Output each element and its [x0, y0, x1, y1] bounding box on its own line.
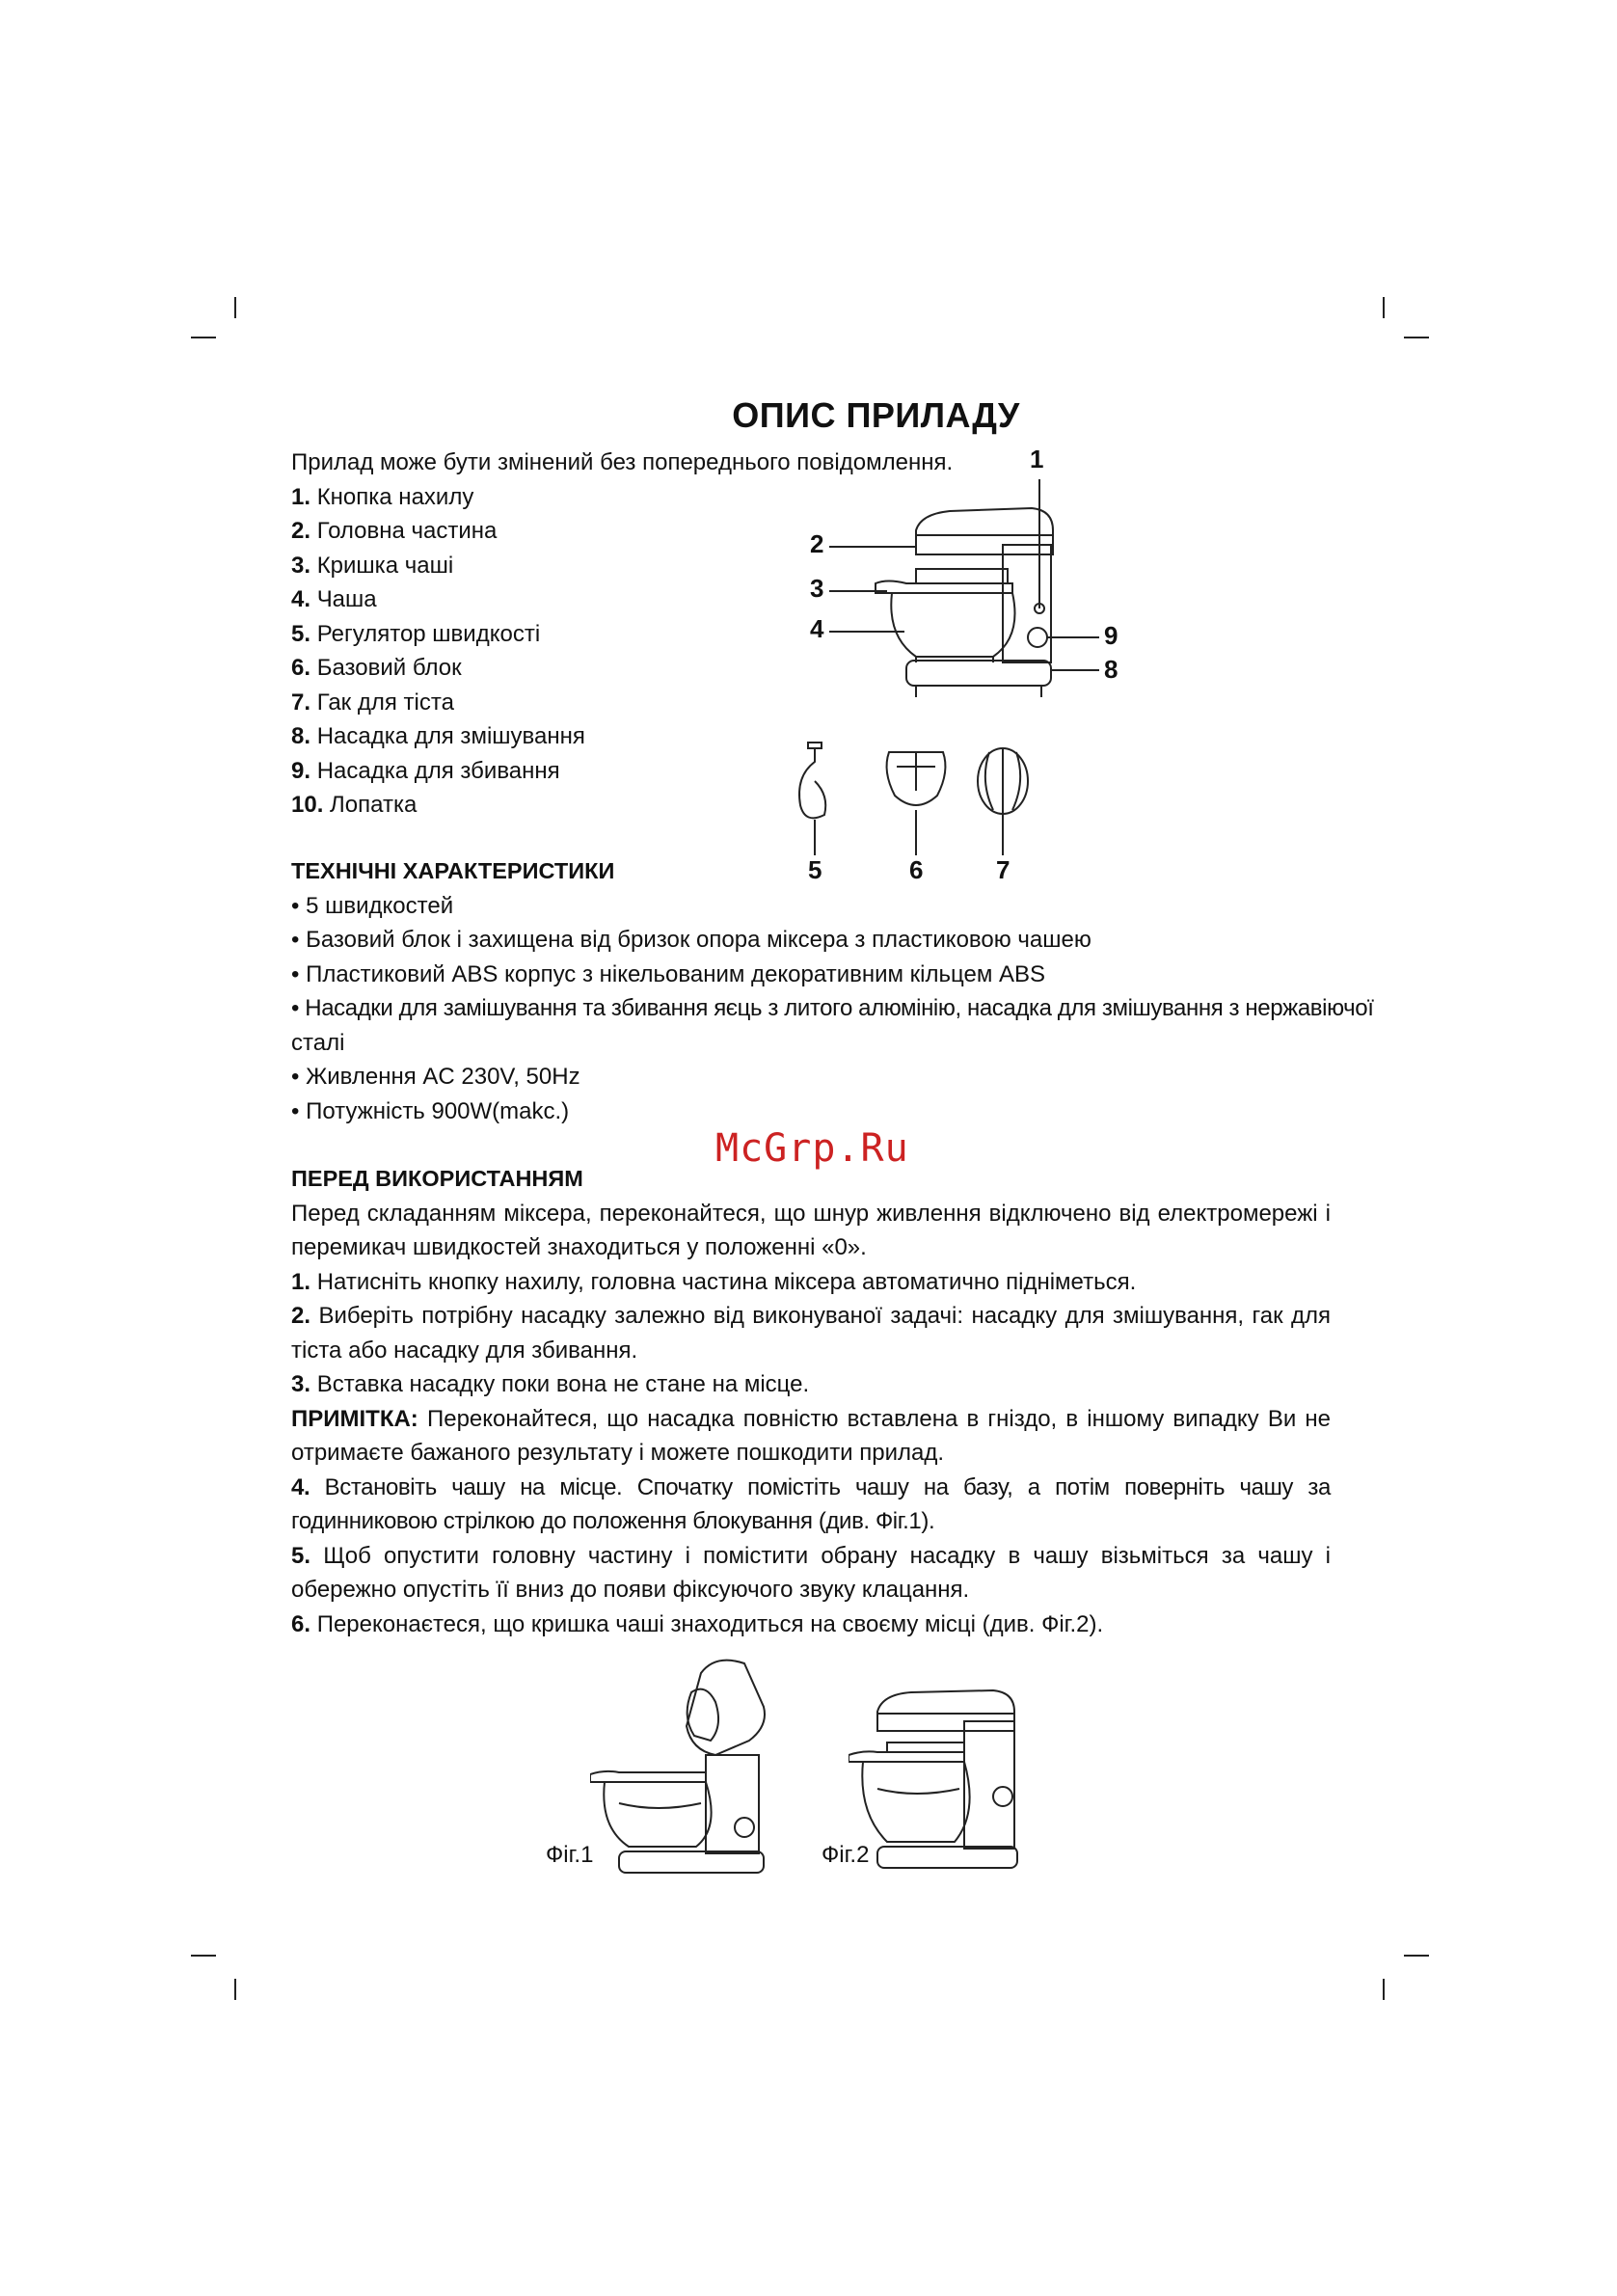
- crop-mark: [1383, 1979, 1385, 2000]
- list-item: 8. Насадка для змішування: [291, 723, 585, 749]
- before-use-intro: Перед складанням міксера, переконайтеся, що шнур живлення відключено від електромережі і перемикач швидкостей знаходиться у положенні «0».: [291, 1200, 1331, 1260]
- list-item: 3. Кришка чаші: [291, 552, 454, 579]
- crop-mark: [191, 337, 216, 338]
- list-item: 7. Гак для тіста: [291, 689, 454, 716]
- figure-1-caption: Фіг.1: [546, 1842, 594, 1868]
- diagram-label-8: 8: [1104, 655, 1118, 684]
- spec-item: • Потужність 900W(makc.): [291, 1097, 570, 1124]
- specs-section: [291, 854, 1373, 1128]
- crop-mark: [1404, 337, 1429, 338]
- mixer-parts-diagram: [771, 439, 1118, 892]
- crop-mark: [1383, 297, 1385, 318]
- list-item: 6. Базовий блок: [291, 655, 462, 681]
- spec-item: сталі: [291, 1029, 345, 1056]
- list-item: 4. Чаша: [291, 586, 377, 612]
- figure-2-image: [849, 1683, 1041, 1876]
- spec-item: • 5 швидкостей: [291, 892, 454, 919]
- diagram-label-2: 2: [810, 529, 824, 558]
- step-5: 5. Щоб опустити головну частину і помістити обрану насадку в чашу візьміться за чашу і обережно опустіть її вниз до появи фіксуючого звуку клацання.: [291, 1542, 1332, 1603]
- list-item: 5. Регулятор швидкості: [291, 620, 541, 647]
- diagram-label-7: 7: [996, 855, 1011, 884]
- crop-mark: [1404, 1955, 1429, 1957]
- step-4: 4. Встановіть чашу на місце. Спочатку помістіть чашу на базу, а потім поверніть чашу за годинниковою стрілкою до положення блокування (див. Фіг.1).: [291, 1473, 1331, 1534]
- step-1: 1. Натисніть кнопку нахилу, головна частина міксера автоматично підніметься.: [291, 1268, 1137, 1295]
- crop-mark: [234, 297, 236, 318]
- intro-text: Прилад може бути змінений без попереднього повідомлення.: [291, 449, 954, 475]
- diagram-label-5: 5: [808, 855, 822, 884]
- diagram-label-4: 4: [810, 614, 824, 643]
- diagram-label-3: 3: [810, 574, 824, 603]
- spec-item: • Пластиковий ABS корпус з нікельованим декоративним кільцем ABS: [291, 960, 1046, 987]
- list-item: 1. Кнопка нахилу: [291, 483, 474, 510]
- diagram-label-9: 9: [1104, 621, 1118, 650]
- crop-mark: [191, 1955, 216, 1957]
- spec-item: • Живлення AC 230V, 50Hz: [291, 1064, 580, 1090]
- diagram-label-6: 6: [909, 855, 924, 884]
- step-3: 3. Вставка насадку поки вона не стане на місце.: [291, 1371, 810, 1397]
- page-title: ОПИС ПРИЛАДУ: [732, 395, 1020, 435]
- specs-heading: ТЕХНІЧНІ ХАРАКТЕРИСТИКИ: [291, 858, 615, 883]
- diagram-label-1: 1: [1030, 445, 1044, 473]
- list-item: 2. Головна частина: [291, 518, 498, 544]
- figure-1-image: [590, 1649, 793, 1880]
- crop-mark: [234, 1979, 236, 2000]
- note: ПРИМІТКА: Переконайтеся, що насадка повністю вставлена в гніздо, в іншому випадку Ви не отримаєте бажаного результату і можете пошкодити прилад.: [291, 1405, 1332, 1466]
- before-use-section: [291, 1162, 1331, 1641]
- spec-item: • Базовий блок і захищена від бризок опора міксера з пластиковою чашею: [291, 927, 1091, 953]
- spec-item: • Насадки для замішування та збивання яєць з литого алюмінію, насадка для змішування з нержавіючої: [291, 995, 1374, 1021]
- step-2: 2. Виберіть потрібну насадку залежно від виконуваної задачі: насадку для змішування, гак для тіста або насадку для збивання.: [291, 1303, 1331, 1364]
- step-6: 6. Переконаєтеся, що кришка чаші знаходиться на своєму місці (див. Фіг.2).: [291, 1610, 1104, 1637]
- before-use-heading: ПЕРЕД ВИКОРИСТАННЯМ: [291, 1166, 583, 1191]
- watermark: McGrp.Ru: [715, 1126, 909, 1171]
- list-item: 10. Лопатка: [291, 792, 418, 818]
- figure-2-caption: Фіг.2: [822, 1842, 870, 1868]
- list-item: 9. Насадка для збивання: [291, 757, 560, 784]
